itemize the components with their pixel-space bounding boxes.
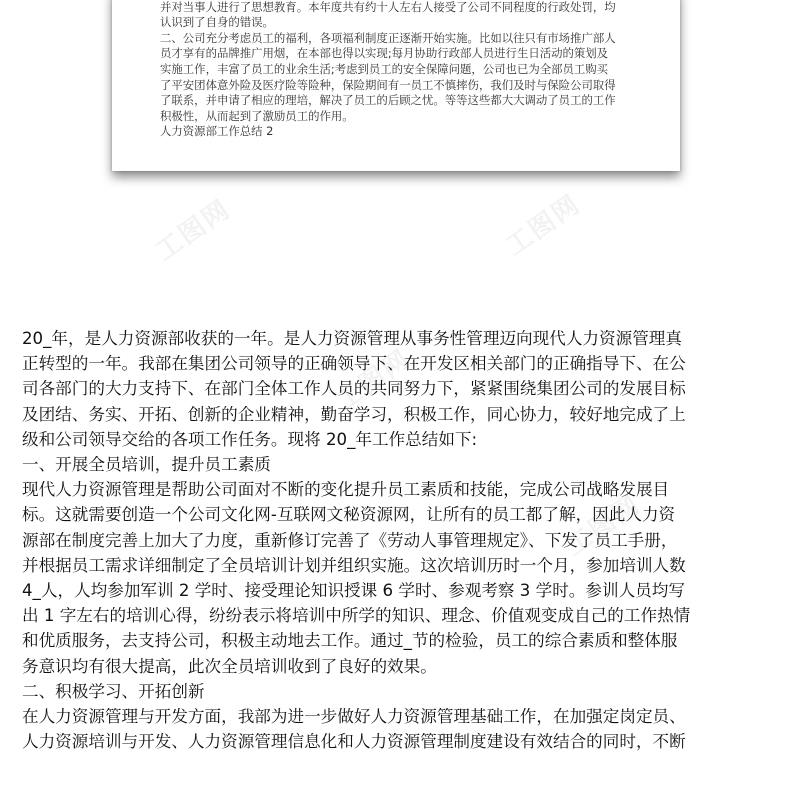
watermark: 工图网: [560, 489, 647, 562]
article-line: 标。这就需要创造一个公司文化网-互联网文秘资源网，让所有的员工都了解，因此人力资: [22, 505, 676, 525]
article-line: 在人力资源管理与开发方面，我部为进一步做好人力资源管理基础工作，在加强定岗定员、: [22, 707, 686, 727]
preview-line: 实施工作，丰富了员工的业余生活;考虑到员工的安全保障问题，公司也已为全部员工购买: [160, 61, 609, 76]
preview-line: 积极性，从而起到了激励员工的作用。: [160, 108, 354, 123]
preview-text: [160, 0, 646, 140]
article-line: 4_人，人均参加军训 2 学时、接受理论知识授课 6 学时、参观考察 3 学时。参训人员均写: [22, 581, 685, 601]
article-line: 源部在制度完善上加大了力度，重新修订完善了《劳动人事管理规定》、下发了员工手册，: [22, 530, 678, 550]
article-line: 20_年，是人力资源部收获的一年。是人力资源管理从事务性管理迈向现代人力资源管理真: [22, 329, 682, 348]
preview-line: 二、公司充分考虑员工的福利，各项福利制度正逐渐开始实施。比如以往只有市场推广部人: [160, 30, 616, 45]
document-preview-card: [112, 0, 680, 171]
article-line: 务意识均有很大提高，此次全员培训收到了良好的效果。: [22, 656, 437, 676]
article-line: 及团结、务实、开拓、创新的企业精神，勤奋学习，积极工作，同心协力，较好地完成了上: [22, 404, 686, 424]
section-heading: 二、积极学习、开拓创新: [22, 681, 205, 701]
section-heading: 一、开展全员培训，提升员工素质: [22, 455, 271, 475]
article-line: 司各部门的大力支持下、在部门全体工作人员的共同努力下，紧紧围绕集团公司的发展目标: [22, 379, 686, 399]
watermark: 工图网: [500, 189, 587, 262]
preview-line: 了联系，并申请了相应的理培，解决了员工的后顾之忧。等等这些都大大调动了员工的工作: [160, 93, 616, 108]
preview-subtitle: 人力资源部工作总结 2: [160, 124, 274, 139]
article-line: 级和公司领导交给的各项工作任务。现将 20_年工作总结如下:: [22, 429, 478, 449]
article-line: 并根据员工需求详细制定了全员培训计划并组织实施。这次培训历时一个月，参加培训人数: [22, 555, 686, 575]
article-line: 人力资源培训与开发、人力资源管理信息化和人力资源管理制度建设有效结合的同时，不断: [22, 732, 686, 752]
watermark: 工图网: [330, 344, 417, 417]
preview-line: 员才享有的品牌推广用烟，在本部也得以实现;每月协助行政部人员进行生日活动的策划及: [160, 46, 609, 61]
watermark: 工图网: [150, 194, 237, 267]
article-line: 和优质服务，去支持公司，积极主动地去工作。通过_节的检验，员工的综合素质和整体服: [22, 631, 678, 651]
preview-line: 并对当事人进行了思想教育。本年度共有约十人左右人接受了公司不同程度的行政处罚，均: [160, 0, 616, 14]
article-body: [22, 326, 782, 754]
article-line: 现代人力资源管理是帮助公司面对不断的变化提升员工素质和技能，完成公司战略发展目: [22, 480, 670, 500]
article-line: 出 1 字左右的培训心得，纷纷表示将培训中所学的知识、理念、价值观变成自己的工作热情: [22, 606, 691, 626]
article-line: 正转型的一年。我部在集团公司领导的正确领导下、在开发区相关部门的正确指导下、在公: [22, 354, 686, 374]
preview-line: 认识到了自身的错误。: [160, 15, 274, 30]
preview-line: 了平安团体意外险及医疗险等险种，保险期间有一员工不慎摔伤，我们及时与保险公司取得: [160, 77, 616, 92]
